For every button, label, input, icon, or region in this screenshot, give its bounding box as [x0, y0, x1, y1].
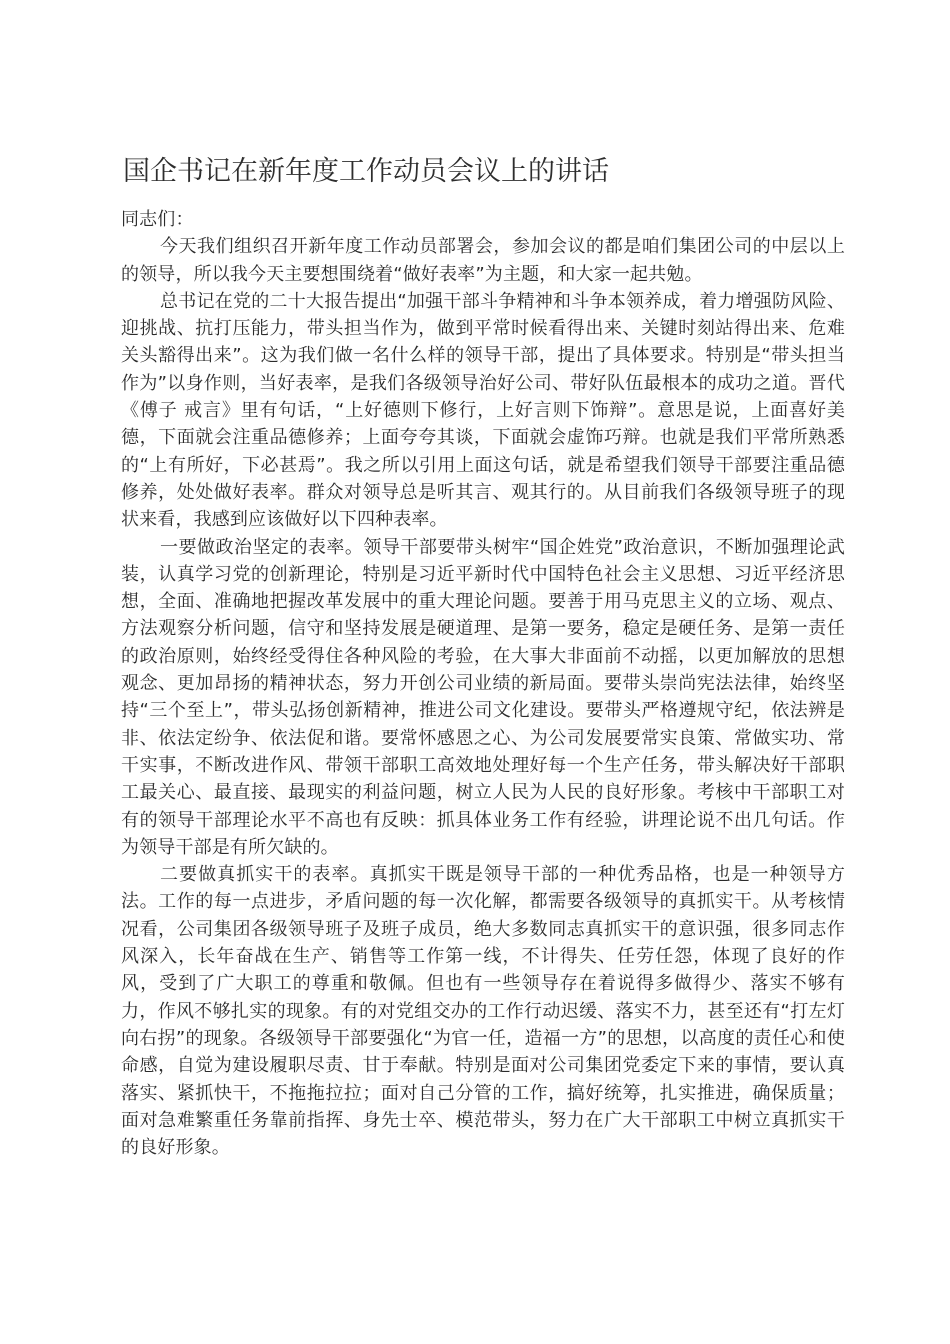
paragraph-background: 总书记在党的二十大报告提出“加强干部斗争精神和斗争本领养成，着力增强防风险、迎挑战、抗打压能力，带头担当作为，做到平常时候看得出来、关键时刻站得出来、危难关头豁得出来”。这为我们做一名什么样的领导干部，提出了具体要求。特别是“带头担当作为”以身作则，当好表率，是我们各级领导治好公司、带好队伍最根本的成功之道。晋代《傅子 戒言》里有句话，“上好德则下修行，上好言则下饰辩”。意思是说，上面喜好美德，下面就会注重品德修养；上面夸夸其谈，下面就会虚饰巧辩。也就是我们平常所熟悉的“上有所好，下必甚焉”。我之所以引用上面这句话，就是希望我们领导干部要注重品德修养，处处做好表率。群众对领导总是听其言、观其行的。从目前我们各级领导班子的现状来看，我感到应该做好以下四种表率。 [121, 290, 845, 531]
greeting: 同志们： [121, 209, 194, 230]
paragraph-intro: 今天我们组织召开新年度工作动员部署会，参加会议的都是咱们集团公司的中层以上的领导，所以我今天主要想围绕着“做好表率”为主题，和大家一起共勉。 [121, 236, 845, 285]
document-title: 国企书记在新年度工作动员会议上的讲话 [123, 156, 609, 187]
paragraph-practical-example: 二要做真抓实干的表率。真抓实干既是领导干部的一种优秀品格，也是一种领导方法。工作的每一点进步，矛盾问题的每一次化解，都需要各级领导的真抓实干。从考核情况看，公司集团各级领导班子及班子成员，绝大多数同志真抓实干的意识强，很多同志作风深入，长年奋战在生产、销售等工作第一线，不计得失、任劳任怨，体现了良好的作风，受到了广大职工的尊重和敬佩。但也有一些领导存在着说得多做得少、落实不够有力，作风不够扎实的现象。有的对党组交办的工作行动迟缓、落实不力，甚至还有“打左灯向右拐”的现象。各级领导干部要强化“为官一任，造福一方”的思想，以高度的责任心和使命感，自觉为建设履职尽责、甘于奉献。特别是面对公司集团党委定下来的事情，要认真落实、紧抓快干，不拖拖拉拉；面对自己分管的工作，搞好统筹，扎实推进，确保质量；面对急难繁重任务靠前指挥、身先士卒、模范带头，努力在广大干部职工中树立真抓实干的良好形象。 [121, 864, 845, 1159]
paragraph-political-example: 一要做政治坚定的表率。领导干部要带头树牢“国企姓党”政治意识，不断加强理论武装，认真学习党的创新理论，特别是习近平新时代中国特色社会主义思想、习近平经济思想，全面、准确地把握改革发展中的重大理论问题。要善于用马克思主义的立场、观点、方法观察分析问题，信守和坚持发展是硬道理、是第一要务，稳定是硬任务、是第一责任的政治原则，始终经受得住各种风险的考验，在大事大非面前不动摇，以更加解放的思想观念、更加昂扬的精神状态，努力开创公司业绩的新局面。要带头崇尚宪法法律，始终坚持“三个至上”，带头弘扬创新精神，推进公司文化建设。要带头严格遵规守纪，依法辨是非、依法定纷争、依法促和谐。要常怀感恩之心、为公司发展要常实良策、常做实功、常干实事，不断改进作风、带领干部职工高效地处理好每一个生产任务，带头解决好干部职工最关心、最直接、最现实的利益问题，树立人民为人民的良好形象。考核中干部职工对有的领导干部理论水平不高也有反映：抓具体业务工作有经验，讲理论说不出几句话。作为领导干部是有所欠缺的。 [121, 536, 845, 858]
document-body [121, 206, 845, 1161]
